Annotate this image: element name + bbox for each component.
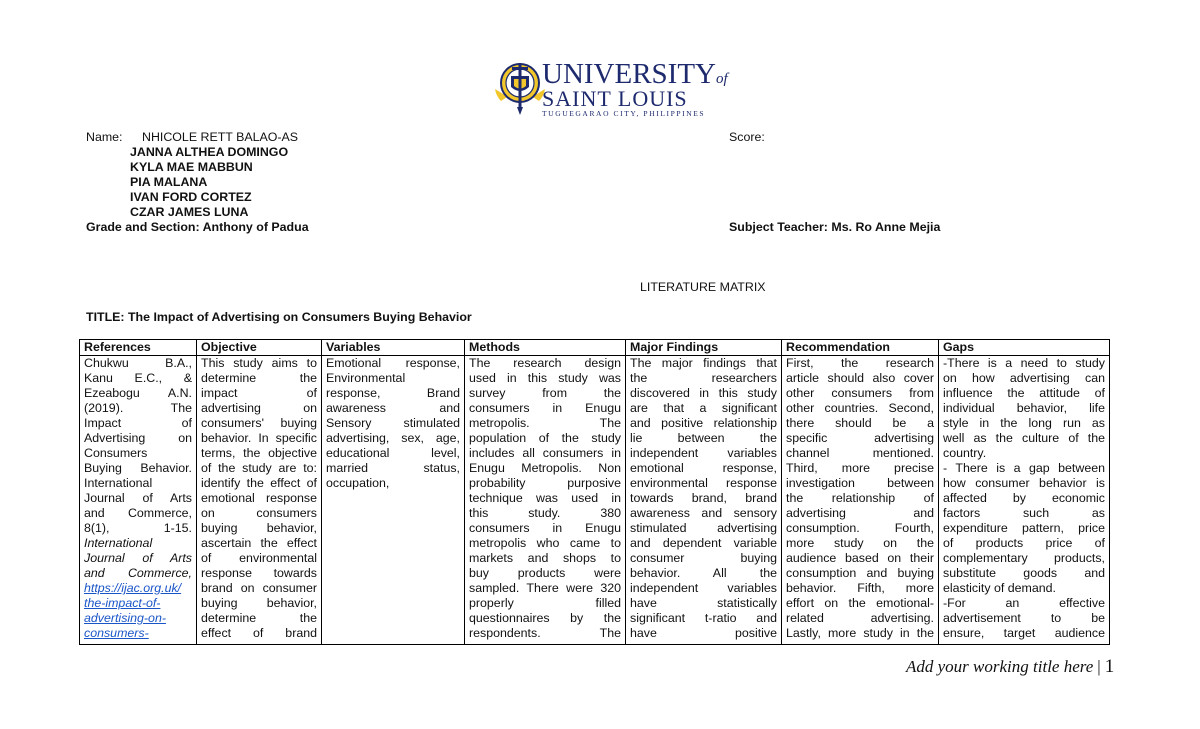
text-line: technique was used in [469,491,621,505]
column-header-recommendation: Recommendation [782,340,939,356]
text-line: ensure, target audience [943,626,1105,640]
student-name-6: CZAR JAMES LUNA [130,205,249,219]
text-line: Consumers [84,446,148,460]
name-label: Name: [86,130,123,144]
text-line: International [84,476,153,490]
text-line: The research design [469,356,621,370]
text-line: consumers in Enugu [469,521,621,535]
text-line: Impact of [84,416,192,430]
text-line: Kanu E.C., & [84,371,192,385]
text-line: investigation between [786,476,934,490]
text-line: lie between the [630,431,777,445]
text-line: consumers' buying [201,416,317,430]
text-line: occupation, [326,476,390,490]
text-line: other consumers from [786,386,934,400]
text-line: discovered in this study [630,386,777,400]
cell-methods [465,356,626,645]
cell-references [80,356,197,645]
document-title: TITLE: The Impact of Advertising on Consumers Buying Behavior [86,310,472,324]
logo-university-wordmark: UNIVERSITYof [542,58,728,90]
table-header-row [80,340,1110,356]
text-line: married status, [326,461,460,475]
student-name-5: IVAN FORD CORTEZ [130,190,252,204]
document-heading: LITERATURE MATRIX [640,280,766,294]
objective-text [201,356,317,641]
text-line: and positive relationship [630,416,777,430]
score-label: Score: [729,130,765,144]
text-line: effort on the emotional- [786,596,934,610]
text-line: are that a significant [630,401,777,415]
text-line: brand on consumer [201,581,317,595]
column-header-objective: Objective [197,340,322,356]
text-line: audience based on their [786,551,934,565]
text-line: influence the attitude of [943,386,1105,400]
text-line: and Commerce, [84,506,192,520]
text-line: response, Brand [326,386,460,400]
student-name-2: JANNA ALTHEA DOMINGO [130,145,289,159]
grade-section: Grade and Section: Anthony of Padua [86,220,309,234]
text-line: -For an effective [943,596,1105,610]
text-line: consumption and buying [786,566,934,580]
text-line: survey from the [469,386,621,400]
text-line: behavior. In specific [201,431,317,445]
cell-gaps [939,356,1110,645]
text-line: advertisement to be [943,611,1105,625]
student-name-4: PIA MALANA [130,175,208,189]
text-line: terms, the objective [201,446,317,460]
text-line: metropolis. The [469,416,621,430]
footer-divider: | [1097,657,1101,676]
text-line: style in the long run as [943,416,1105,430]
cell-recommendation [782,356,939,645]
text-line: First, the research [786,356,934,370]
text-line: have positive [630,626,777,640]
text-line: and Commerce, [84,566,192,580]
text-line: Lastly, more study in the [786,626,934,640]
text-line: respondents. The [469,626,621,640]
text-line: consumption. Fourth, [786,521,934,535]
text-line: substitute goods and [943,566,1105,580]
cell-objective [197,356,322,645]
text-line: there should be a [786,416,934,430]
cell-variables [322,356,465,645]
text-line: expenditure pattern, price [943,521,1105,535]
references-text [84,356,192,536]
text-line: identify the effect of [201,476,317,490]
text-line: Journal of Arts [84,491,192,505]
working-title: Add your working title here [906,657,1094,676]
text-line: of products price of [943,536,1105,550]
text-line: Journal of Arts [84,551,192,565]
text-line: educational level, [326,446,460,460]
cell-major-findings [626,356,782,645]
text-line: affected by economic [943,491,1105,505]
text-line: Environmental [326,371,406,385]
text-line: related advertising. [786,611,934,625]
text-line: complementary products, [943,551,1105,565]
text-line: well as the culture of the [943,431,1105,445]
text-line: includes all consumers in [469,446,621,460]
text-line: buying behavior, [201,596,317,610]
column-header-variables: Variables [322,340,465,356]
text-line: factors such as [943,506,1105,520]
text-line: have statistically [630,596,777,610]
text-line: of the study are to: [201,461,317,475]
text-line: advertising on [201,401,317,415]
subject-teacher: Subject Teacher: Ms. Ro Anne Mejia [729,220,941,234]
table-row [80,356,1110,645]
text-line: Emotional response, [326,356,460,370]
text-line: channel mentioned. [786,446,934,460]
text-line: 8(1), 1-15. [84,521,192,535]
text-line: Sensory stimulated [326,416,460,430]
text-line: the researchers [630,371,777,385]
text-line: effect of brand [201,626,317,640]
text-line: markets and shops to [469,551,621,565]
findings-text [630,356,777,641]
text-line: on how advertising can [943,371,1105,385]
text-line: individual behavior, life [943,401,1105,415]
literature-matrix-table [79,339,1110,645]
text-line: consumers in Enugu [469,401,621,415]
text-line: more study on the [786,536,934,550]
university-logo [492,55,728,125]
recommendation-text [786,356,934,641]
text-line: this study. 380 [469,506,621,520]
text-line: emotional response [201,491,317,505]
text-line: properly filled [469,596,621,610]
column-header-gaps: Gaps [939,340,1110,356]
text-line: determine the [201,611,317,625]
text-line: buy products were [469,566,621,580]
text-line: behavior. All the [630,566,777,580]
text-line: metropolis who came to [469,536,621,550]
text-line: article should also cover [786,371,934,385]
text-line: International [84,536,153,550]
student-name-1: NHICOLE RETT BALAO-AS [142,130,299,144]
text-line: consumer buying [630,551,777,565]
text-line: - There is a gap between [943,461,1105,475]
variables-text [326,356,460,491]
text-line: (2019). The [84,401,192,415]
column-header-major-findings: Major Findings [626,340,782,356]
column-header-references: References [80,340,197,356]
text-line: the relationship of [786,491,934,505]
text-line: other countries. Second, [786,401,934,415]
text-line: on consumers [201,506,317,520]
text-line: of environmental [201,551,317,565]
text-line[interactable]: https://ijac.org.uk/ [84,581,182,595]
text-line: response towards [201,566,317,580]
text-line: awareness and sensory [630,506,777,520]
text-line: buying behavior, [201,521,317,535]
text-line: Third, more precise [786,461,934,475]
text-line[interactable]: consumers- [84,626,149,640]
text-line: This study aims to [201,356,317,370]
student-name-3: KYLA MAE MABBUN [130,160,253,174]
text-line: population of the study [469,431,621,445]
text-line: sampled. There were 320 [469,581,621,595]
text-line: Buying Behavior. [84,461,192,475]
text-line: independent variables [630,581,777,595]
logo-city-text: TUGUEGARAO CITY, PHILIPPINES [542,109,706,118]
text-line: advertising, sex, age, [326,431,460,445]
text-line: Ezeabogu A.N. [84,386,192,400]
text-line: environmental response [630,476,777,490]
text-line: Chukwu B.A., [84,356,192,370]
text-line: stimulated advertising [630,521,777,535]
text-line: determine the [201,371,317,385]
text-line: behavior. Fifth, more [786,581,934,595]
gaps-text [943,356,1105,641]
text-line: specific advertising [786,431,934,445]
text-line: ascertain the effect [201,536,317,550]
text-line: -There is a need to study [943,356,1105,370]
text-line: emotional response, [630,461,777,475]
text-line: probability purposive [469,476,621,490]
text-line: how consumer behavior is [943,476,1105,490]
page-number: 1 [1104,656,1115,677]
column-header-methods: Methods [465,340,626,356]
logo-saint-louis-wordmark: SAINT LOUIS [542,86,688,111]
text-line: questionnaires by the [469,611,621,625]
text-line: The major findings that [630,356,777,370]
text-line[interactable]: advertising-on- [84,611,166,625]
text-line: elasticity of demand. [943,581,1056,595]
references-journal [84,536,192,581]
text-line: impact of [201,386,317,400]
text-line[interactable]: the-impact-of- [84,596,161,610]
text-line: Advertising on [84,431,192,445]
methods-text [469,356,621,641]
text-line: independent variables [630,446,777,460]
text-line: used in this study was [469,371,621,385]
references-link[interactable] [84,581,192,641]
page-footer [906,656,1114,678]
text-line: country. [943,446,987,460]
text-line: towards brand, brand [630,491,777,505]
text-line: Enugu Metropolis. Non [469,461,621,475]
text-line: significant t-ratio and [630,611,777,625]
text-line: and dependent variable [630,536,777,550]
university-seal-icon [492,59,548,117]
text-line: advertising and [786,506,934,520]
text-line: awareness and [326,401,460,415]
